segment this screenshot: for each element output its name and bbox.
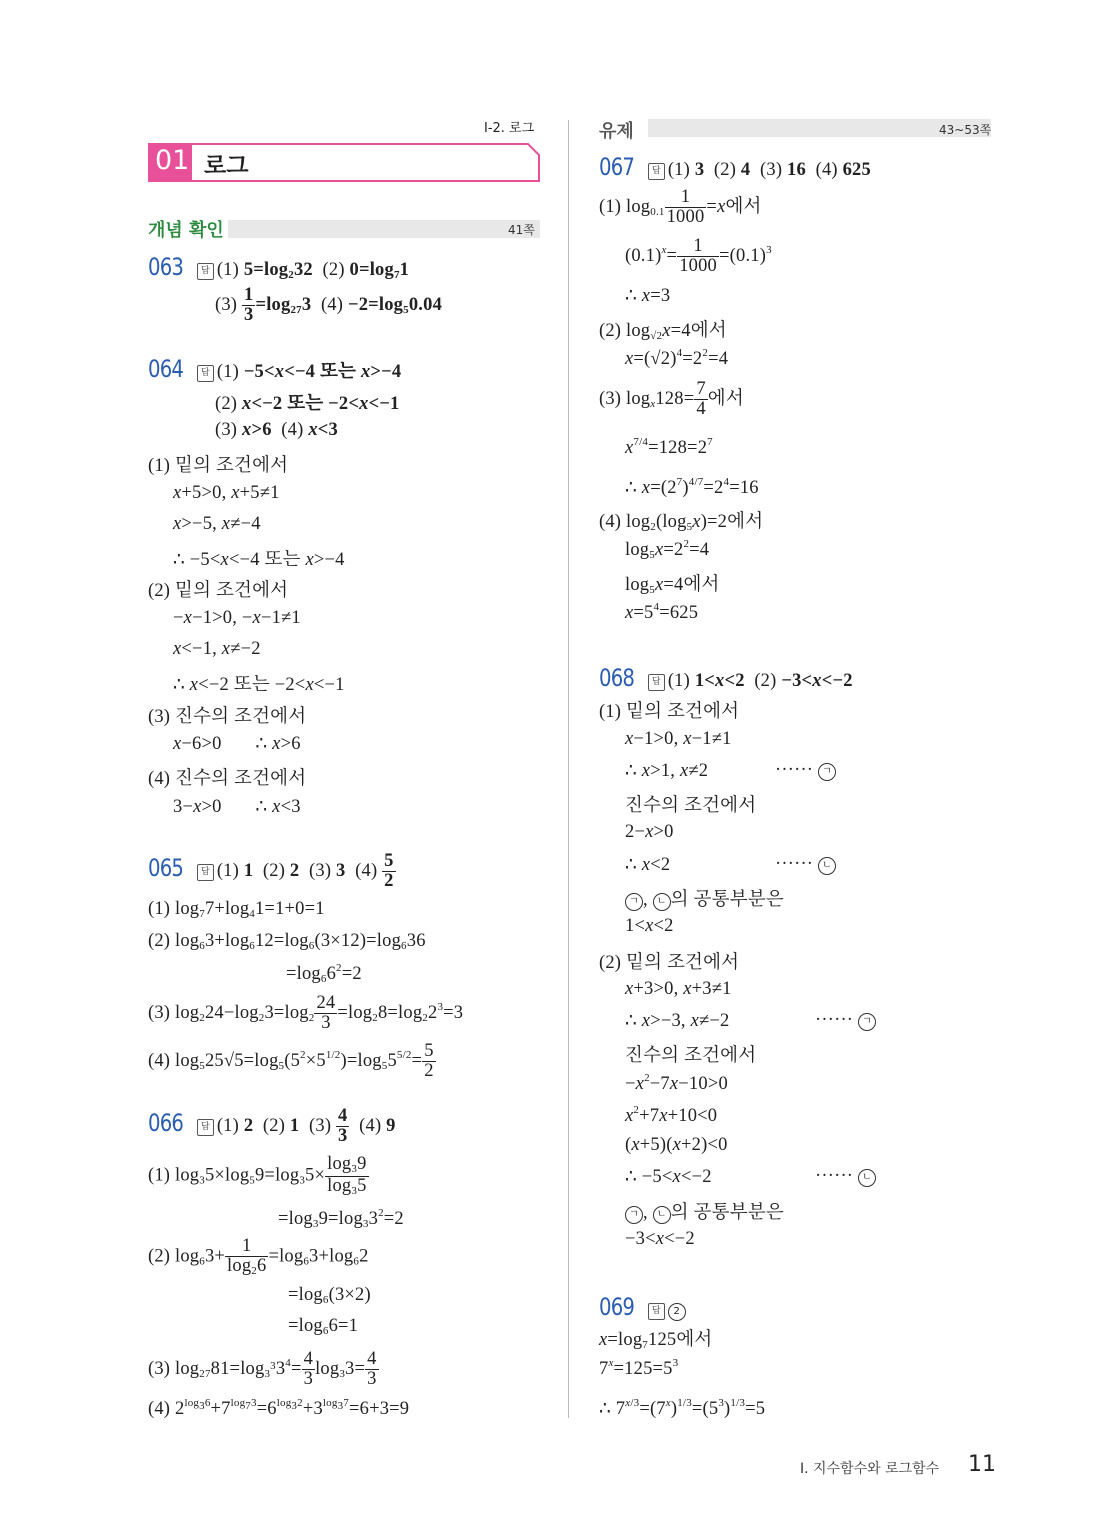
solution-line: ㄱ , ㄴ 의 공통부분은 bbox=[625, 1198, 784, 1224]
problem-number: 069 bbox=[599, 1293, 635, 1321]
solution-line: ······ ㄴ bbox=[815, 1166, 876, 1187]
solution-line: (2) 밑의 조건에서 bbox=[599, 953, 740, 973]
solution-line: (2) 밑의 조건에서 bbox=[148, 581, 289, 601]
answer-icon: 답 bbox=[197, 365, 214, 382]
solution-line: $=\log_66=1$ bbox=[288, 1316, 359, 1337]
practice-title: 유제 bbox=[599, 121, 634, 142]
problem-number: 063 bbox=[148, 253, 184, 281]
solution-line: ······ ㄴ bbox=[775, 854, 836, 875]
solution-line: (4) 진수의 조건에서 bbox=[148, 769, 307, 789]
solution-line: $=\log_6(3\times 2)$ bbox=[288, 1285, 371, 1306]
solution-line: $7^x=125=5^3$ bbox=[599, 1357, 679, 1379]
answer-line: (2) x<−2 또는 −2<x<−1 bbox=[215, 394, 400, 414]
problem-number: 065 bbox=[148, 854, 184, 883]
solution-line: (2) $\log_63+$ $\frac{1}{\log_26}$ $=\log_63+\log_62$ bbox=[148, 1236, 369, 1278]
answer-line: (3) x>6 (4) x<3 bbox=[215, 420, 338, 440]
solution-line: $x=5^4=625$ bbox=[625, 601, 699, 623]
problem-number: 064 bbox=[148, 355, 184, 383]
problem-063-line2: (3) $\frac{1}{3}$ $=\log_{27}3$ $(4) -2=\log_50.04$ bbox=[215, 285, 443, 326]
solution-line: (4) $2^{log_36}+7^{log_73}=6^{log_32}+3^{log_37}=6+3=9$ bbox=[148, 1397, 410, 1419]
problem-063: 063 답 (1) $5=\log_232$ (2) $0=\log_71$ bbox=[148, 253, 410, 281]
answer-icon: 답 bbox=[648, 1303, 665, 1320]
solution-line: ∴ x>−3, x≠−2 bbox=[625, 1011, 730, 1031]
answer-icon: 답 bbox=[197, 263, 214, 280]
solution-line: (2) $\log_{√2}x=4$에서 bbox=[599, 321, 727, 342]
concept-title: 개념 확인 bbox=[148, 220, 224, 241]
solution-line: $(0.1)^x=$ $\frac{1}{1000}$ $=(0.1)^3$ bbox=[625, 236, 772, 277]
footer-chapter: Ⅰ. 지수함수와 로그함수 bbox=[800, 1461, 940, 1477]
solution-line: (3) $\log_{27}81=\log_{3^3}3^4=$ $\frac{4}{3}$ $\log_33=$ $\frac{4}{3}$ bbox=[148, 1349, 377, 1390]
solution-line: x>−5, x≠−4 bbox=[173, 514, 261, 534]
solution-line: ∴ x=3 bbox=[625, 286, 671, 306]
chapter-label: Ⅰ-2. 로그 bbox=[484, 121, 535, 136]
solution-line: ∴ x<2 bbox=[625, 855, 671, 875]
solution-line: $-x^2-7x-10>0$ bbox=[625, 1072, 728, 1094]
solution-line: (x+5)(x+2)<0 bbox=[625, 1135, 728, 1155]
answer-icon: 답 bbox=[648, 163, 665, 180]
solution-line: $=\log_39=\log_33^2=2$ bbox=[278, 1207, 404, 1230]
problem-066: 066 답 (1) 2 (2) 1 (3) $\frac{4}{3}$ (4) 9 bbox=[148, 1106, 396, 1147]
solution-line: $=\log_66^2=2$ bbox=[286, 962, 362, 985]
page-number: 11 bbox=[968, 1452, 996, 1477]
solution-line: ∴ x>1, x≠2 bbox=[625, 761, 709, 781]
section-number: 01 bbox=[155, 145, 190, 176]
solution-line: 2−x>0 bbox=[625, 822, 674, 842]
solution-line: (3) $\log_224-\log_23=\log_2$ $\frac{24}{3}$ $=\log_28=\log_22^3=3$ bbox=[148, 993, 464, 1034]
solution-line: (1) $\log_{0.1}$ $\frac{1}{1000}$ =x에서 bbox=[599, 187, 762, 228]
solution-line: (1) $\log_77+\log_41=1+0=1$ bbox=[148, 899, 325, 920]
solution-line: x−1>0, x−1≠1 bbox=[625, 729, 732, 749]
solution-line: $x^2+7x+10<0$ bbox=[625, 1104, 718, 1126]
solution-line: (2) $\log_63+\log_612=\log_6(3\times 12)=\log_636$ bbox=[148, 931, 426, 952]
concept-pages: 41쪽 bbox=[508, 223, 535, 237]
solution-line: $x^{7/4}=128=2^7$ bbox=[625, 436, 713, 458]
problem-068: 068 답 (1) 1<x<2 (2) −3<x<−2 bbox=[599, 664, 853, 692]
solution-line: 진수의 조건에서 bbox=[625, 1046, 757, 1066]
problem-069: 069 답 2 bbox=[599, 1293, 686, 1321]
solution-line: ∴ $7^{x/3}=(7^x)^{1/3}=(5^3)^{1/3}=5$ bbox=[599, 1397, 766, 1419]
solution-line: −x−1>0, −x−1≠1 bbox=[173, 608, 301, 628]
solution-line: (1) 밑의 조건에서 bbox=[148, 456, 289, 476]
solution-line: 3−x>0 ∴ x<3 bbox=[173, 797, 301, 817]
answer-icon: 답 bbox=[197, 1119, 214, 1136]
solution-line: (3) 진수의 조건에서 bbox=[148, 707, 307, 727]
column-divider bbox=[568, 120, 569, 1418]
solution-line: $x=\log_7125$에서 bbox=[599, 1330, 713, 1351]
solution-line: ㄱ , ㄴ 의 공통부분은 bbox=[625, 885, 784, 911]
solution-line: x+3>0, x+3≠1 bbox=[625, 979, 732, 999]
solution-line: x+5>0, x+5≠1 bbox=[173, 483, 280, 503]
solution-line: ∴ $x=(2^7)^{4/7}=2^4=16$ bbox=[625, 476, 759, 498]
solution-line: $x=(√2)^4=2^2=4$ bbox=[625, 347, 729, 369]
solution-line: −3<x<−2 bbox=[625, 1229, 695, 1249]
concept-bar bbox=[228, 220, 540, 238]
problem-number: 066 bbox=[148, 1109, 184, 1138]
solution-line: (4) $\log_525√5=\log_5(5^2\times 5^{1/2})=\log_55^{5/2}=$ $\frac{5}{2}$ bbox=[148, 1041, 434, 1082]
solution-line: ∴ −5<x<−2 bbox=[625, 1167, 712, 1187]
section-title bbox=[148, 143, 540, 182]
problem-number: 068 bbox=[599, 664, 635, 692]
section-heading: 로그 bbox=[204, 153, 249, 179]
answer-icon: 답 bbox=[648, 674, 665, 691]
solution-line: ∴ x<−2 또는 −2<x<−1 bbox=[173, 675, 345, 695]
answer-icon: 답 bbox=[197, 864, 214, 881]
problem-number: 067 bbox=[599, 153, 635, 181]
problem-067: 067 답 (1) 3 (2) 4 (3) 16 (4) 625 bbox=[599, 153, 871, 181]
solution-line: ······ ㄱ bbox=[775, 760, 836, 781]
problem-064: 064 답 (1) −5<x<−4 또는 x>−4 bbox=[148, 355, 402, 383]
solution-line: $\log_5x=4$에서 bbox=[625, 575, 720, 596]
solution-line: x−6>0 ∴ x>6 bbox=[173, 734, 301, 754]
solution-line: 1<x<2 bbox=[625, 916, 674, 936]
solution-line: $\log_5x=2^2=4$ bbox=[625, 538, 710, 561]
solution-line: (1) $\log_35\times\log_59=\log_35\times$ $\frac{\log_39}{\log_35}$ bbox=[148, 1154, 367, 1197]
solution-line: ∴ −5<x<−4 또는 x>−4 bbox=[173, 550, 345, 570]
solution-line: (4) $\log_2(\log_5x)=2$에서 bbox=[599, 512, 764, 533]
problem-065: 065 답 (1) 1 (2) 2 (3) 3 (4) $\frac{5}{2}$ bbox=[148, 851, 394, 892]
solution-line: x<−1, x≠−2 bbox=[173, 639, 261, 659]
solution-line: 진수의 조건에서 bbox=[625, 796, 757, 816]
practice-pages: 43~53쪽 bbox=[939, 123, 992, 137]
solution-line: (3) $\log_x128=$ $\frac{7}{4}$ 에서 bbox=[599, 379, 744, 420]
solution-line: (1) 밑의 조건에서 bbox=[599, 702, 740, 722]
solution-line: ······ ㄱ bbox=[815, 1010, 876, 1031]
